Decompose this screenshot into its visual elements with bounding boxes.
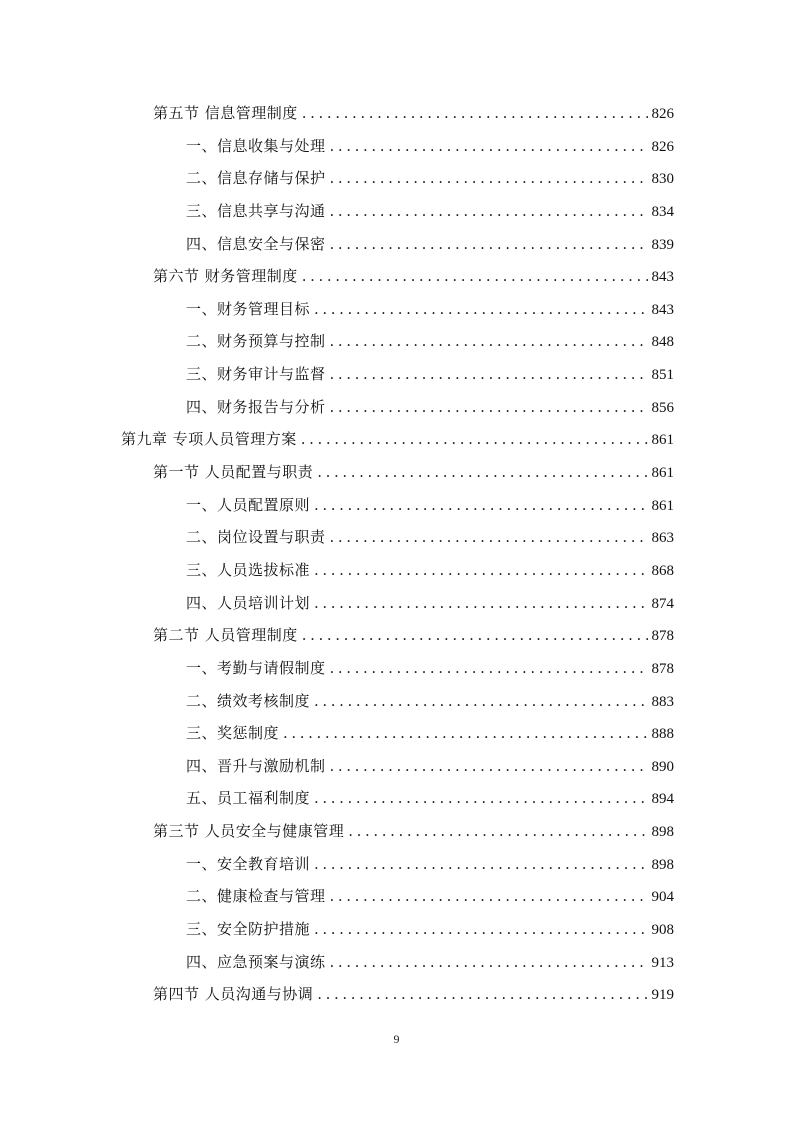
toc-entry-title: 三、奖惩制度 bbox=[186, 724, 280, 743]
toc-entry-item[interactable] bbox=[0, 390, 793, 423]
toc-entry-title: 第二节 人员管理制度 bbox=[153, 626, 298, 645]
toc-entry-line bbox=[186, 364, 674, 385]
toc-entry-line bbox=[186, 331, 674, 352]
toc-entry-page-number: 908 bbox=[651, 922, 674, 939]
toc-entry-line bbox=[186, 234, 674, 255]
toc-dot-leader bbox=[330, 234, 648, 254]
toc-entry-page-number: 861 bbox=[651, 432, 674, 449]
toc-dot-leader bbox=[301, 429, 648, 449]
toc-entry-line bbox=[186, 658, 674, 679]
toc-entry-title: 第三节 人员安全与健康管理 bbox=[153, 822, 345, 841]
toc-entry-line bbox=[153, 984, 674, 1005]
toc-dot-leader bbox=[314, 691, 647, 711]
toc-entry-page-number: 830 bbox=[651, 171, 674, 188]
toc-entry-item[interactable] bbox=[0, 749, 793, 782]
toc-entry-line bbox=[186, 854, 674, 875]
toc-entry-title: 四、财务报告与分析 bbox=[186, 397, 326, 416]
toc-entry-item[interactable] bbox=[0, 292, 793, 325]
toc-entry-line bbox=[186, 168, 674, 189]
toc-entry-page-number: 874 bbox=[651, 595, 674, 612]
toc-entry-item[interactable] bbox=[0, 161, 793, 194]
toc-entry-item[interactable] bbox=[0, 781, 793, 814]
toc-entry-title: 二、健康检查与管理 bbox=[186, 887, 326, 906]
toc-entry-item[interactable] bbox=[0, 945, 793, 978]
toc-entry-section[interactable] bbox=[0, 96, 793, 129]
toc-dot-leader bbox=[314, 560, 647, 580]
toc-entry-section[interactable] bbox=[0, 814, 793, 847]
toc-entry-title: 第五节 信息管理制度 bbox=[153, 104, 298, 122]
toc-entry-item[interactable] bbox=[0, 716, 793, 749]
toc-entry-line bbox=[153, 625, 674, 646]
toc-entry-line bbox=[186, 527, 674, 548]
toc-entry-page-number: 834 bbox=[651, 203, 674, 220]
toc-dot-leader bbox=[348, 821, 647, 841]
toc-entry-page-number: 839 bbox=[651, 236, 674, 253]
toc-entry-title: 四、应急预案与演练 bbox=[186, 952, 326, 971]
toc-dot-leader bbox=[302, 266, 648, 286]
toc-entry-section[interactable] bbox=[0, 455, 793, 488]
toc-dot-leader bbox=[314, 495, 647, 515]
toc-entry-item[interactable] bbox=[0, 324, 793, 357]
toc-entry-item[interactable] bbox=[0, 194, 793, 227]
toc-entry-item[interactable] bbox=[0, 684, 793, 717]
toc-entry-line bbox=[153, 821, 674, 842]
toc-entry-item[interactable] bbox=[0, 488, 793, 521]
toc-entry-page-number: 878 bbox=[651, 660, 674, 677]
toc-entry-line bbox=[186, 691, 674, 712]
toc-dot-leader bbox=[302, 625, 648, 645]
toc-entry-page-number: 843 bbox=[651, 269, 674, 286]
toc-entry-item[interactable] bbox=[0, 520, 793, 553]
toc-entry-line bbox=[153, 266, 674, 287]
toc-entry-line bbox=[186, 560, 674, 581]
toc-dot-leader bbox=[317, 984, 647, 1004]
toc-dot-leader bbox=[302, 103, 648, 123]
toc-entry-title: 第九章 专项人员管理方案 bbox=[121, 430, 297, 449]
toc-entry-line bbox=[186, 952, 674, 973]
toc-entry-line bbox=[186, 593, 674, 614]
toc-entry-item[interactable] bbox=[0, 651, 793, 684]
toc-entry-title: 三、财务审计与监督 bbox=[186, 365, 326, 384]
toc-dot-leader bbox=[330, 331, 648, 351]
toc-entry-title: 四、人员培训计划 bbox=[186, 593, 311, 612]
toc-entry-page-number: 878 bbox=[651, 628, 674, 645]
toc-entry-line bbox=[186, 919, 674, 940]
toc-entry-title: 一、财务管理目标 bbox=[186, 299, 311, 318]
toc-dot-leader bbox=[314, 919, 647, 939]
toc-entry-line bbox=[186, 397, 674, 418]
toc-entry-line bbox=[186, 201, 674, 222]
toc-entry-page-number: 904 bbox=[651, 889, 674, 906]
toc-entry-title: 一、人员配置原则 bbox=[186, 495, 311, 514]
toc-entry-title: 四、晋升与激励机制 bbox=[186, 756, 326, 775]
toc-dot-leader bbox=[314, 593, 647, 613]
toc-entry-line bbox=[186, 723, 674, 744]
toc-entry-title: 二、财务预算与控制 bbox=[186, 332, 326, 351]
toc-entry-line bbox=[186, 886, 674, 907]
toc-entry-line bbox=[186, 136, 674, 157]
toc-entry-line bbox=[186, 299, 674, 320]
toc-entry-page-number: 843 bbox=[651, 301, 674, 318]
toc-entry-title: 五、员工福利制度 bbox=[186, 789, 311, 808]
toc-entry-title: 三、人员选拔标准 bbox=[186, 560, 311, 579]
toc-entry-page-number: 883 bbox=[651, 693, 674, 710]
toc-entry-title: 二、绩效考核制度 bbox=[186, 691, 311, 710]
toc-dot-leader bbox=[314, 788, 647, 808]
toc-entry-item[interactable] bbox=[0, 912, 793, 945]
toc-entry-section[interactable] bbox=[0, 618, 793, 651]
toc-dot-leader bbox=[330, 168, 648, 188]
toc-entry-title: 三、安全防护措施 bbox=[186, 920, 311, 939]
toc-entry-line bbox=[186, 756, 674, 777]
toc-dot-leader bbox=[330, 756, 648, 776]
toc-entry-section[interactable] bbox=[0, 977, 793, 1010]
toc-entry-page-number: 848 bbox=[651, 334, 674, 351]
toc-entry-item[interactable] bbox=[0, 129, 793, 162]
toc-entry-item[interactable] bbox=[0, 553, 793, 586]
toc-entry-line bbox=[186, 495, 674, 516]
toc-entry-line bbox=[153, 103, 674, 124]
toc-entry-line bbox=[153, 462, 674, 483]
toc-dot-leader bbox=[283, 723, 647, 743]
toc-entry-item[interactable] bbox=[0, 879, 793, 912]
toc-entry-title: 二、信息存储与保护 bbox=[186, 169, 326, 188]
toc-entry-title: 第六节 财务管理制度 bbox=[153, 267, 298, 286]
table-of-contents bbox=[0, 96, 793, 1010]
toc-entry-item[interactable] bbox=[0, 586, 793, 619]
toc-entry-line bbox=[186, 788, 674, 809]
toc-entry-page-number: 826 bbox=[651, 138, 674, 155]
toc-dot-leader bbox=[314, 854, 647, 874]
page-number: 9 bbox=[393, 1032, 400, 1046]
toc-entry-chapter[interactable] bbox=[0, 422, 793, 455]
toc-dot-leader bbox=[330, 136, 648, 156]
toc-entry-title: 三、信息共享与沟通 bbox=[186, 201, 326, 220]
toc-entry-page-number: 861 bbox=[651, 497, 674, 514]
toc-dot-leader bbox=[330, 886, 648, 906]
toc-entry-item[interactable] bbox=[0, 357, 793, 390]
toc-entry-page-number: 898 bbox=[651, 824, 674, 841]
toc-entry-line bbox=[121, 429, 674, 450]
toc-dot-leader bbox=[330, 397, 648, 417]
toc-entry-page-number: 861 bbox=[651, 465, 674, 482]
toc-entry-title: 一、考勤与请假制度 bbox=[186, 658, 326, 677]
toc-entry-title: 第一节 人员配置与职责 bbox=[153, 463, 314, 482]
toc-entry-page-number: 890 bbox=[651, 758, 674, 775]
toc-dot-leader bbox=[314, 299, 647, 319]
toc-entry-page-number: 851 bbox=[651, 367, 674, 384]
toc-entry-page-number: 863 bbox=[651, 530, 674, 547]
toc-entry-page-number: 826 bbox=[651, 106, 674, 122]
toc-dot-leader bbox=[330, 201, 648, 221]
toc-dot-leader bbox=[330, 658, 648, 678]
toc-entry-title: 二、岗位设置与职责 bbox=[186, 528, 326, 547]
toc-dot-leader bbox=[330, 952, 648, 972]
toc-entry-title: 四、信息安全与保密 bbox=[186, 234, 326, 253]
toc-dot-leader bbox=[330, 527, 648, 547]
toc-entry-page-number: 913 bbox=[651, 954, 674, 971]
toc-entry-page-number: 898 bbox=[651, 856, 674, 873]
toc-entry-item[interactable] bbox=[0, 847, 793, 880]
toc-dot-leader bbox=[330, 364, 648, 384]
toc-entry-page-number: 919 bbox=[651, 987, 674, 1004]
toc-entry-title: 一、信息收集与处理 bbox=[186, 136, 326, 155]
toc-entry-title: 一、安全教育培训 bbox=[186, 854, 311, 873]
toc-entry-item[interactable] bbox=[0, 227, 793, 260]
toc-entry-page-number: 868 bbox=[651, 562, 674, 579]
toc-entry-page-number: 856 bbox=[651, 399, 674, 416]
toc-entry-page-number: 894 bbox=[651, 791, 674, 808]
toc-dot-leader bbox=[317, 462, 647, 482]
toc-entry-section[interactable] bbox=[0, 259, 793, 292]
toc-entry-title: 第四节 人员沟通与协调 bbox=[153, 985, 314, 1004]
toc-entry-page-number: 888 bbox=[651, 726, 674, 743]
